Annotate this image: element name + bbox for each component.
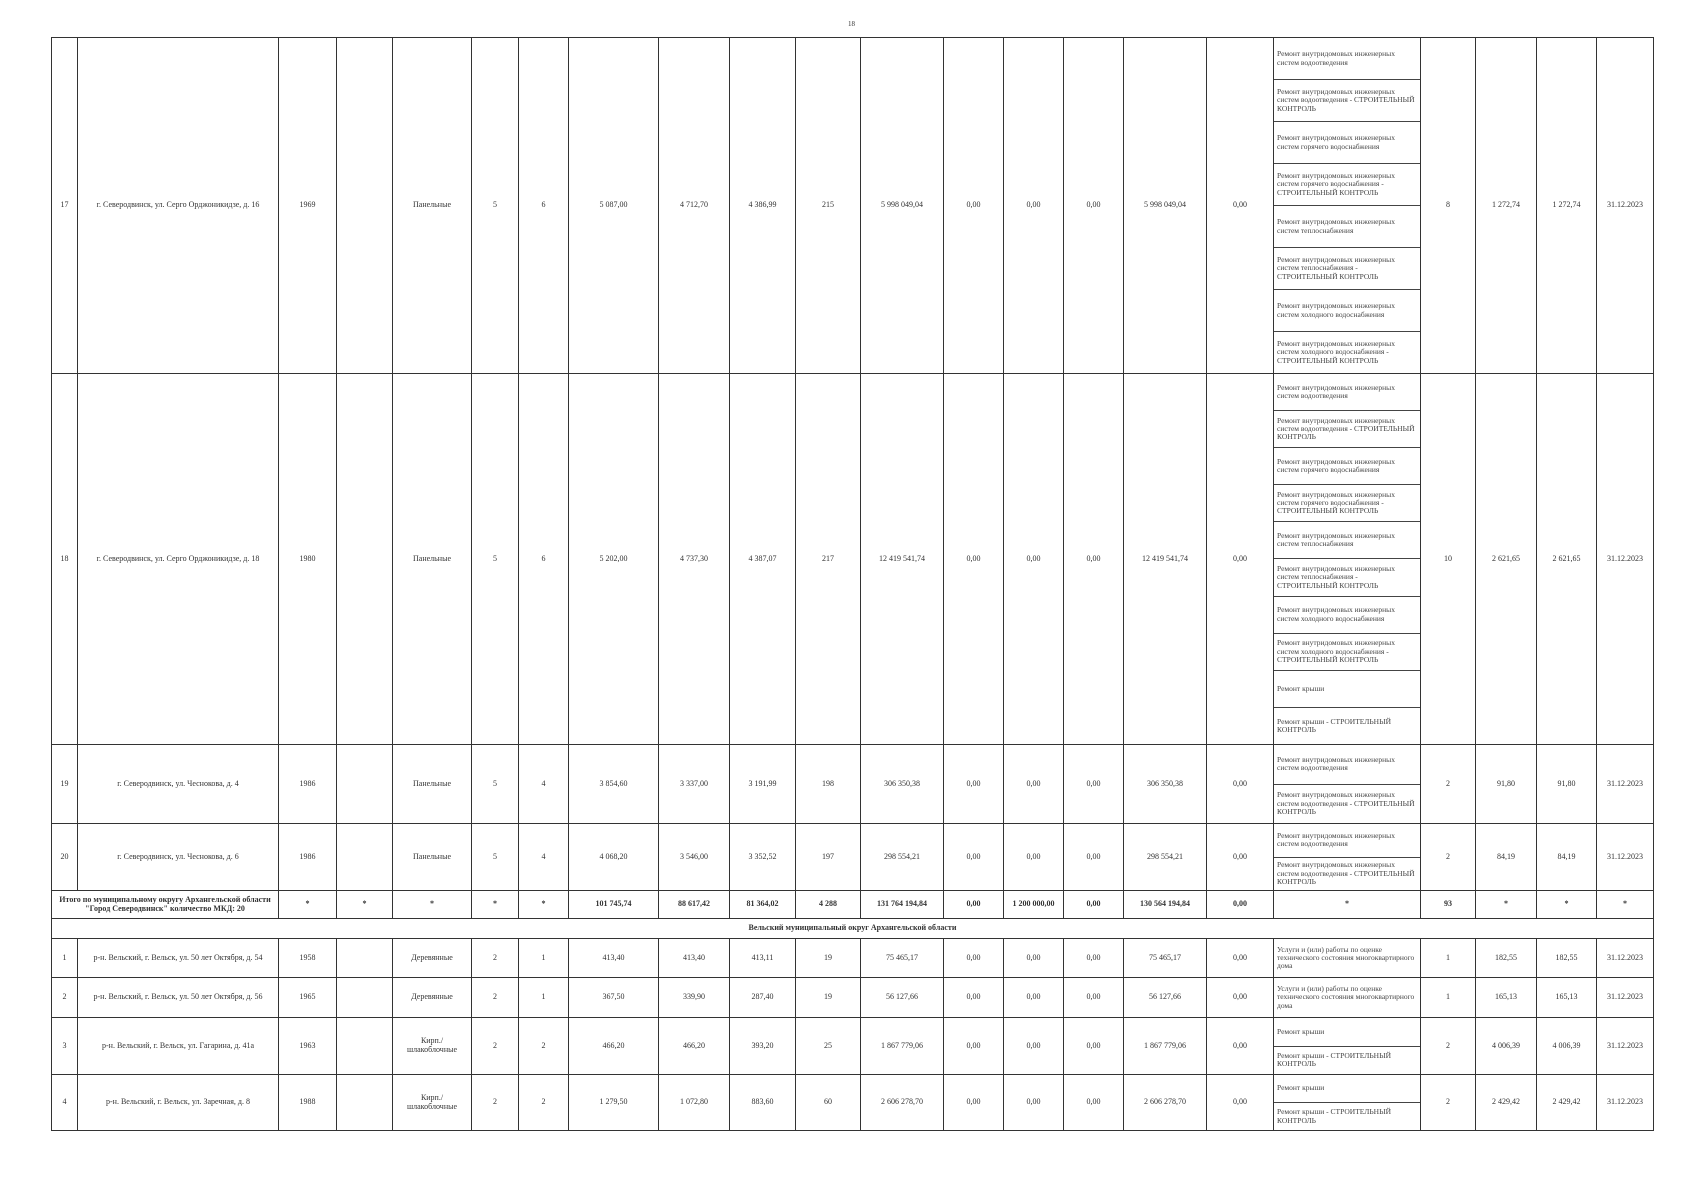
works-cell xyxy=(1274,978,1421,1018)
work-item: Ремонт внутридомовых инженерных систем холодного водоснабжения xyxy=(1274,596,1420,633)
cell-material: Панельные xyxy=(393,745,472,824)
work-item: Ремонт внутридомовых инженерных систем теплоснабжения xyxy=(1274,205,1420,247)
section-header-row xyxy=(52,919,1654,939)
cell-area-residential: 3 352,52 xyxy=(730,824,796,891)
cell-unit-cost: 91,80 xyxy=(1476,745,1537,824)
cell-works-count: 1 xyxy=(1421,939,1476,978)
cell-material: Панельные xyxy=(393,374,472,745)
cell-cost-total: 12 419 541,74 xyxy=(861,374,944,745)
cell-area-premises: 3 546,00 xyxy=(659,824,730,891)
total-star: * xyxy=(279,891,337,919)
work-item: Ремонт внутридомовых инженерных систем горячего водоснабжения - СТРОИТЕЛЬНЫЙ КОНТРОЛЬ xyxy=(1274,484,1420,521)
cell-residents: 19 xyxy=(796,939,861,978)
cell-area-total: 413,40 xyxy=(569,939,659,978)
cell-material: Панельные xyxy=(393,824,472,891)
cell-area-premises: 466,20 xyxy=(659,1018,730,1075)
work-item: Ремонт внутридомовых инженерных систем водоотведения - СТРОИТЕЛЬНЫЙ КОНТРОЛЬ xyxy=(1274,784,1420,824)
cell-unit-cost: 4 006,39 xyxy=(1476,1018,1537,1075)
cell-cost-budget-local: 0,00 xyxy=(1064,978,1124,1018)
total-star: * xyxy=(1476,891,1537,919)
cell-area-premises: 339,90 xyxy=(659,978,730,1018)
cell-year2 xyxy=(337,38,393,374)
works-cell xyxy=(1274,824,1421,891)
cell-cost-owners: 12 419 541,74 xyxy=(1124,374,1207,745)
cell-cost-other: 0,00 xyxy=(1207,38,1274,374)
cell-cost-fund: 0,00 xyxy=(944,38,1004,374)
cell-entrances: 1 xyxy=(519,939,569,978)
cell-cost-budget-local: 0,00 xyxy=(1064,745,1124,824)
cell-year2 xyxy=(337,374,393,745)
work-item: Ремонт внутридомовых инженерных систем горячего водоснабжения xyxy=(1274,121,1420,163)
cell-year2 xyxy=(337,1018,393,1075)
cell-cost-fund: 0,00 xyxy=(944,1018,1004,1075)
cell-max-cost: 165,13 xyxy=(1537,978,1597,1018)
cell-cost-other: 0,00 xyxy=(1207,374,1274,745)
total-area-premises: 88 617,42 xyxy=(659,891,730,919)
table-row xyxy=(52,1075,1654,1131)
cell-residents: 60 xyxy=(796,1075,861,1131)
table-row xyxy=(52,978,1654,1018)
cell-max-cost: 1 272,74 xyxy=(1537,38,1597,374)
work-item: Ремонт внутридомовых инженерных систем водоотведения xyxy=(1277,49,1395,67)
cell-material: Кирп./ шлакоблочные xyxy=(393,1018,472,1075)
work-item: Ремонт внутридомовых инженерных систем водоотведения xyxy=(1277,382,1395,401)
cell-works-count: 2 xyxy=(1421,1075,1476,1131)
cell-deadline: 31.12.2023 xyxy=(1597,978,1654,1018)
cell-cost-fund: 0,00 xyxy=(944,978,1004,1018)
cell-cost-owners: 2 606 278,70 xyxy=(1124,1075,1207,1131)
table-row xyxy=(52,374,1654,745)
cell-cost-budget-local: 0,00 xyxy=(1064,374,1124,745)
cell-max-cost: 182,55 xyxy=(1537,939,1597,978)
cell-deadline: 31.12.2023 xyxy=(1597,38,1654,374)
total-label: Итого по муниципальному округу Архангельской области "Город Северодвинск" количество МКД: 20 xyxy=(52,891,279,919)
cell-year2 xyxy=(337,824,393,891)
table-row xyxy=(52,745,1654,824)
cell-unit-cost: 182,55 xyxy=(1476,939,1537,978)
cell-area-residential: 4 387,07 xyxy=(730,374,796,745)
cell-floors: 5 xyxy=(472,374,519,745)
cell-area-total: 466,20 xyxy=(569,1018,659,1075)
total-row xyxy=(52,891,1654,919)
cell-floors: 5 xyxy=(472,38,519,374)
total-star: * xyxy=(1597,891,1654,919)
cell-max-cost: 2 621,65 xyxy=(1537,374,1597,745)
cell-deadline: 31.12.2023 xyxy=(1597,939,1654,978)
cell-cost-budget-region: 0,00 xyxy=(1004,374,1064,745)
cell-deadline: 31.12.2023 xyxy=(1597,1075,1654,1131)
cell-entrances: 4 xyxy=(519,824,569,891)
cell-material: Деревянные xyxy=(393,978,472,1018)
cell-no: 17 xyxy=(52,38,78,374)
total-star: * xyxy=(337,891,393,919)
cell-cost-budget-region: 0,00 xyxy=(1004,824,1064,891)
work-item: Ремонт внутридомовых инженерных систем холодного водоснабжения - СТРОИТЕЛЬНЫЙ КОНТРОЛЬ xyxy=(1274,633,1420,670)
total-cost-other: 0,00 xyxy=(1207,891,1274,919)
work-item: Ремонт внутридомовых инженерных систем горячего водоснабжения xyxy=(1274,447,1420,484)
table-row xyxy=(52,38,1654,374)
cell-address: г. Северодвинск, ул. Чеснокова, д. 6 xyxy=(78,824,279,891)
cell-unit-cost: 2 621,65 xyxy=(1476,374,1537,745)
total-star: * xyxy=(519,891,569,919)
work-item: Ремонт внутридомовых инженерных систем водоотведения - СТРОИТЕЛЬНЫЙ КОНТРОЛЬ xyxy=(1274,79,1420,121)
cell-deadline: 31.12.2023 xyxy=(1597,1018,1654,1075)
cell-cost-budget-region: 0,00 xyxy=(1004,1018,1064,1075)
cell-cost-total: 2 606 278,70 xyxy=(861,1075,944,1131)
cell-floors: 2 xyxy=(472,1018,519,1075)
cell-cost-budget-local: 0,00 xyxy=(1064,824,1124,891)
cell-cost-total: 306 350,38 xyxy=(861,745,944,824)
cell-year2 xyxy=(337,978,393,1018)
work-item: Ремонт внутридомовых инженерных систем водоотведения xyxy=(1277,831,1395,849)
cell-max-cost: 91,80 xyxy=(1537,745,1597,824)
cell-floors: 2 xyxy=(472,1075,519,1131)
total-star: * xyxy=(393,891,472,919)
cell-cost-budget-region: 0,00 xyxy=(1004,1075,1064,1131)
total-cost-owners: 130 564 194,84 xyxy=(1124,891,1207,919)
cell-max-cost: 4 006,39 xyxy=(1537,1018,1597,1075)
cell-no: 4 xyxy=(52,1075,78,1131)
cell-deadline: 31.12.2023 xyxy=(1597,374,1654,745)
cell-year: 1958 xyxy=(279,939,337,978)
cell-cost-other: 0,00 xyxy=(1207,1075,1274,1131)
cell-residents: 19 xyxy=(796,978,861,1018)
cell-unit-cost: 165,13 xyxy=(1476,978,1537,1018)
cell-entrances: 2 xyxy=(519,1075,569,1131)
cell-area-total: 5 202,00 xyxy=(569,374,659,745)
work-item: Ремонт крыши - СТРОИТЕЛЬНЫЙ КОНТРОЛЬ xyxy=(1274,1102,1420,1130)
work-item: Ремонт крыши xyxy=(1277,1026,1325,1036)
cell-address: р-н. Вельский, г. Вельск, ул. 50 лет Октября, д. 56 xyxy=(78,978,279,1018)
cell-no: 1 xyxy=(52,939,78,978)
work-item: Ремонт внутридомовых инженерных систем горячего водоснабжения - СТРОИТЕЛЬНЫЙ КОНТРОЛЬ xyxy=(1274,163,1420,205)
work-item: Ремонт крыши - СТРОИТЕЛЬНЫЙ КОНТРОЛЬ xyxy=(1274,1046,1420,1075)
cell-year2 xyxy=(337,745,393,824)
total-star: * xyxy=(1537,891,1597,919)
table-row xyxy=(52,824,1654,891)
works-cell xyxy=(1274,939,1421,978)
cell-works-count: 2 xyxy=(1421,745,1476,824)
cell-cost-total: 56 127,66 xyxy=(861,978,944,1018)
cell-cost-total: 298 554,21 xyxy=(861,824,944,891)
cell-cost-owners: 56 127,66 xyxy=(1124,978,1207,1018)
cell-area-premises: 1 072,80 xyxy=(659,1075,730,1131)
cell-entrances: 4 xyxy=(519,745,569,824)
cell-cost-budget-local: 0,00 xyxy=(1064,1075,1124,1131)
work-item: Услуги и (или) работы по оценке технического состояния многоквартирного дома xyxy=(1277,944,1415,971)
works-cell xyxy=(1274,745,1421,824)
cell-no: 3 xyxy=(52,1018,78,1075)
cell-area-premises: 413,40 xyxy=(659,939,730,978)
cell-works-count: 2 xyxy=(1421,1018,1476,1075)
cell-cost-budget-local: 0,00 xyxy=(1064,38,1124,374)
cell-year2 xyxy=(337,939,393,978)
work-item: Ремонт внутридомовых инженерных систем холодного водоснабжения xyxy=(1274,289,1420,331)
page-number: 18 xyxy=(848,20,855,28)
cell-cost-other: 0,00 xyxy=(1207,745,1274,824)
cell-area-residential: 3 191,99 xyxy=(730,745,796,824)
works-cell xyxy=(1274,1018,1421,1075)
works-cell xyxy=(1274,38,1421,374)
cell-year: 1963 xyxy=(279,1018,337,1075)
cell-cost-owners: 5 998 049,04 xyxy=(1124,38,1207,374)
cell-area-total: 3 854,60 xyxy=(569,745,659,824)
cell-year2 xyxy=(337,1075,393,1131)
cell-area-premises: 4 737,30 xyxy=(659,374,730,745)
cell-floors: 2 xyxy=(472,978,519,1018)
cell-no: 20 xyxy=(52,824,78,891)
cell-entrances: 1 xyxy=(519,978,569,1018)
cell-area-residential: 883,60 xyxy=(730,1075,796,1131)
table-row xyxy=(52,939,1654,978)
cell-cost-fund: 0,00 xyxy=(944,824,1004,891)
work-item: Ремонт внутридомовых инженерных систем теплоснабжения - СТРОИТЕЛЬНЫЙ КОНТРОЛЬ xyxy=(1274,247,1420,289)
cell-deadline: 31.12.2023 xyxy=(1597,745,1654,824)
cell-cost-other: 0,00 xyxy=(1207,824,1274,891)
cell-cost-total: 5 998 049,04 xyxy=(861,38,944,374)
cell-area-residential: 4 386,99 xyxy=(730,38,796,374)
cell-cost-total: 75 465,17 xyxy=(861,939,944,978)
total-residents: 4 288 xyxy=(796,891,861,919)
cell-year: 1986 xyxy=(279,745,337,824)
cell-area-total: 5 087,00 xyxy=(569,38,659,374)
cell-address: р-н. Вельский, г. Вельск, ул. 50 лет Октября, д. 54 xyxy=(78,939,279,978)
works-cell xyxy=(1274,1075,1421,1131)
cell-cost-other: 0,00 xyxy=(1207,1018,1274,1075)
total-works-count: 93 xyxy=(1421,891,1476,919)
cell-area-residential: 287,40 xyxy=(730,978,796,1018)
cell-residents: 215 xyxy=(796,38,861,374)
cell-residents: 197 xyxy=(796,824,861,891)
cell-area-total: 1 279,50 xyxy=(569,1075,659,1131)
cell-address: р-н. Вельский, г. Вельск, ул. Заречная, д. 8 xyxy=(78,1075,279,1131)
cell-cost-budget-region: 0,00 xyxy=(1004,978,1064,1018)
cell-material: Деревянные xyxy=(393,939,472,978)
cell-cost-other: 0,00 xyxy=(1207,978,1274,1018)
cell-residents: 25 xyxy=(796,1018,861,1075)
cell-entrances: 2 xyxy=(519,1018,569,1075)
cell-unit-cost: 2 429,42 xyxy=(1476,1075,1537,1131)
cell-cost-budget-region: 0,00 xyxy=(1004,939,1064,978)
work-item: Ремонт внутридомовых инженерных систем водоотведения xyxy=(1277,755,1395,773)
cell-address: г. Северодвинск, ул. Серго Орджоникидзе, д. 18 xyxy=(78,374,279,745)
work-item: Ремонт крыши xyxy=(1274,670,1420,707)
cell-works-count: 2 xyxy=(1421,824,1476,891)
cell-works-count: 8 xyxy=(1421,38,1476,374)
cell-no: 18 xyxy=(52,374,78,745)
work-item: Ремонт внутридомовых инженерных систем водоотведения - СТРОИТЕЛЬНЫЙ КОНТРОЛЬ xyxy=(1274,857,1420,891)
cell-material: Панельные xyxy=(393,38,472,374)
cell-cost-fund: 0,00 xyxy=(944,939,1004,978)
cell-year: 1980 xyxy=(279,374,337,745)
cell-cost-owners: 1 867 779,06 xyxy=(1124,1018,1207,1075)
cell-floors: 5 xyxy=(472,745,519,824)
cell-cost-budget-region: 0,00 xyxy=(1004,745,1064,824)
cell-year: 1988 xyxy=(279,1075,337,1131)
total-star: * xyxy=(1274,891,1421,919)
cell-max-cost: 84,19 xyxy=(1537,824,1597,891)
register-table xyxy=(51,37,1654,1131)
cell-year: 1969 xyxy=(279,38,337,374)
cell-area-total: 4 068,20 xyxy=(569,824,659,891)
cell-entrances: 6 xyxy=(519,38,569,374)
cell-cost-other: 0,00 xyxy=(1207,939,1274,978)
cell-no: 19 xyxy=(52,745,78,824)
work-item: Ремонт внутридомовых инженерных систем теплоснабжения xyxy=(1274,521,1420,558)
cell-area-residential: 413,11 xyxy=(730,939,796,978)
cell-cost-budget-local: 0,00 xyxy=(1064,939,1124,978)
cell-no: 2 xyxy=(52,978,78,1018)
total-star: * xyxy=(472,891,519,919)
total-cost-budget-region: 1 200 000,00 xyxy=(1004,891,1064,919)
cell-cost-owners: 75 465,17 xyxy=(1124,939,1207,978)
total-cost-total: 131 764 194,84 xyxy=(861,891,944,919)
table-row xyxy=(52,1018,1654,1075)
works-cell xyxy=(1274,374,1421,745)
work-item: Ремонт внутридомовых инженерных систем водоотведения - СТРОИТЕЛЬНЫЙ КОНТРОЛЬ xyxy=(1274,410,1420,447)
cell-area-residential: 393,20 xyxy=(730,1018,796,1075)
cell-year: 1965 xyxy=(279,978,337,1018)
cell-floors: 2 xyxy=(472,939,519,978)
work-item: Ремонт крыши - СТРОИТЕЛЬНЫЙ КОНТРОЛЬ xyxy=(1274,707,1420,744)
cell-material: Кирп./ шлакоблочные xyxy=(393,1075,472,1131)
total-cost-fund: 0,00 xyxy=(944,891,1004,919)
cell-cost-owners: 306 350,38 xyxy=(1124,745,1207,824)
cell-address: г. Северодвинск, ул. Чеснокова, д. 4 xyxy=(78,745,279,824)
cell-address: г. Северодвинск, ул. Серго Орджоникидзе, д. 16 xyxy=(78,38,279,374)
cell-cost-owners: 298 554,21 xyxy=(1124,824,1207,891)
cell-cost-fund: 0,00 xyxy=(944,745,1004,824)
cell-entrances: 6 xyxy=(519,374,569,745)
cell-area-total: 367,50 xyxy=(569,978,659,1018)
cell-area-premises: 3 337,00 xyxy=(659,745,730,824)
cell-year: 1986 xyxy=(279,824,337,891)
section-title: Вельский муниципальный округ Архангельской области xyxy=(52,919,1654,939)
work-item: Ремонт внутридомовых инженерных систем теплоснабжения - СТРОИТЕЛЬНЫЙ КОНТРОЛЬ xyxy=(1274,558,1420,595)
total-cost-budget-local: 0,00 xyxy=(1064,891,1124,919)
cell-area-premises: 4 712,70 xyxy=(659,38,730,374)
cell-cost-fund: 0,00 xyxy=(944,374,1004,745)
cell-max-cost: 2 429,42 xyxy=(1537,1075,1597,1131)
work-item: Ремонт крыши xyxy=(1277,1083,1325,1093)
cell-works-count: 10 xyxy=(1421,374,1476,745)
cell-cost-budget-region: 0,00 xyxy=(1004,38,1064,374)
cell-address: р-н. Вельский, г. Вельск, ул. Гагарина, д. 41а xyxy=(78,1018,279,1075)
cell-cost-fund: 0,00 xyxy=(944,1075,1004,1131)
cell-works-count: 1 xyxy=(1421,978,1476,1018)
total-area-residential: 81 364,02 xyxy=(730,891,796,919)
total-area-total: 101 745,74 xyxy=(569,891,659,919)
cell-cost-budget-local: 0,00 xyxy=(1064,1018,1124,1075)
cell-floors: 5 xyxy=(472,824,519,891)
work-item: Ремонт внутридомовых инженерных систем холодного водоснабжения - СТРОИТЕЛЬНЫЙ КОНТРОЛЬ xyxy=(1274,331,1420,373)
cell-deadline: 31.12.2023 xyxy=(1597,824,1654,891)
cell-unit-cost: 1 272,74 xyxy=(1476,38,1537,374)
cell-cost-total: 1 867 779,06 xyxy=(861,1018,944,1075)
work-item: Услуги и (или) работы по оценке технического состояния многоквартирного дома xyxy=(1277,984,1415,1010)
cell-residents: 198 xyxy=(796,745,861,824)
cell-unit-cost: 84,19 xyxy=(1476,824,1537,891)
cell-residents: 217 xyxy=(796,374,861,745)
